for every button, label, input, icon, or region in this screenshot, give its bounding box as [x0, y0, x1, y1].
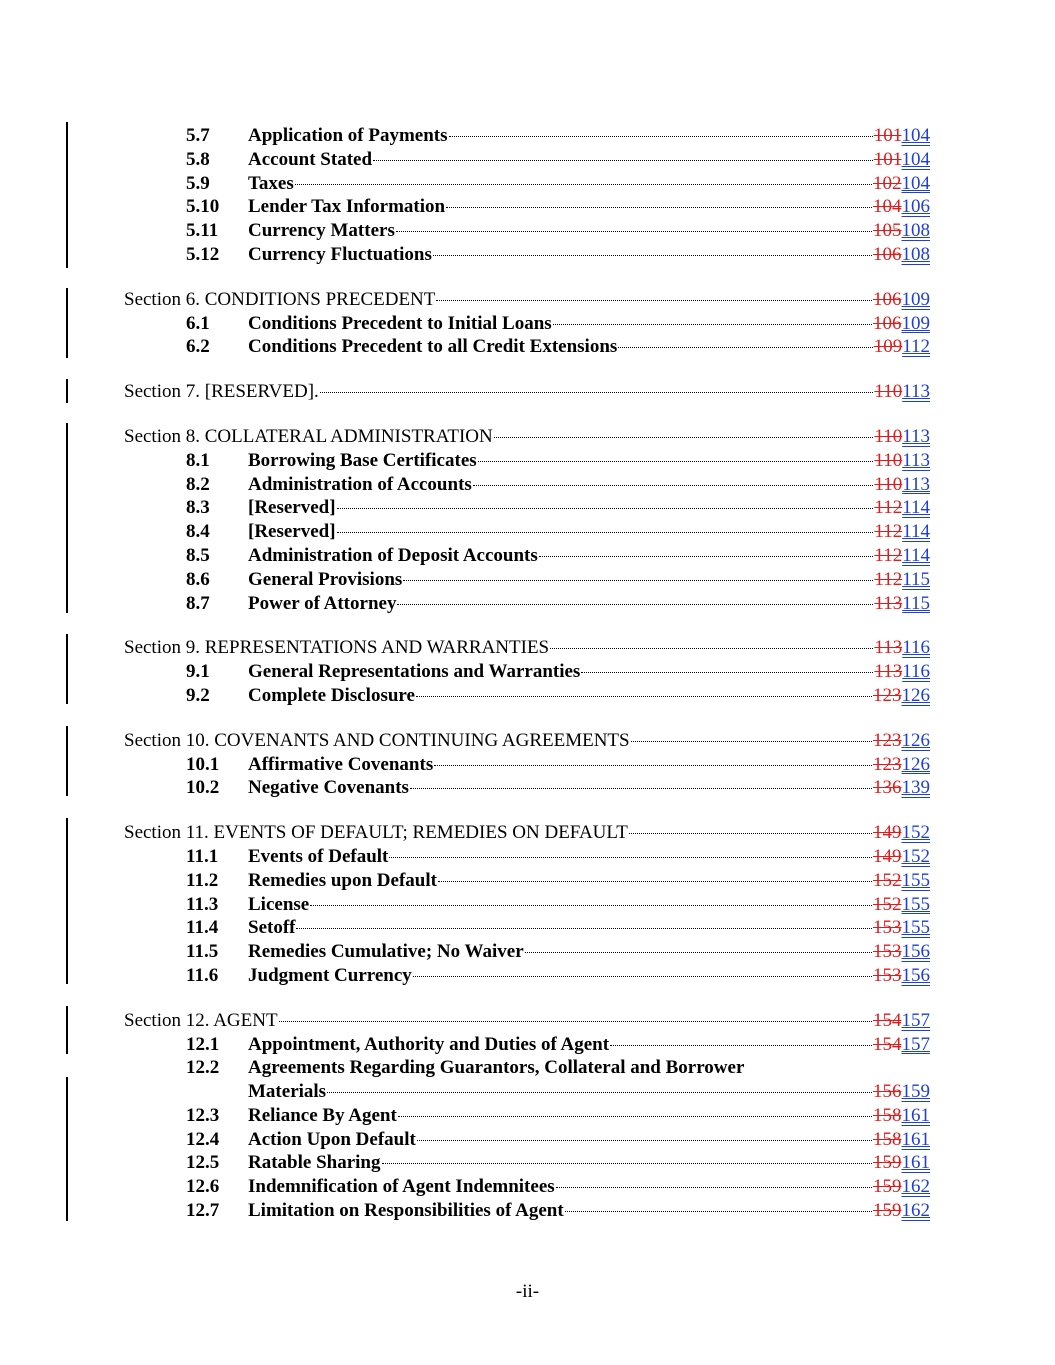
- deleted-page-number: 105: [873, 220, 902, 242]
- deleted-page-number: 113: [874, 592, 903, 614]
- toc-entry-number: 12.3: [186, 1104, 220, 1126]
- toc-entry-title-continued: Materials: [248, 1081, 327, 1103]
- toc-section[interactable]: [124, 1009, 930, 1033]
- page-refs: [874, 124, 930, 148]
- page-refs: [874, 636, 930, 660]
- toc-entry-number: 8.4: [186, 521, 210, 543]
- dot-leader: [553, 324, 872, 325]
- dot-leader: [610, 1045, 872, 1046]
- toc-entry[interactable]: [124, 1104, 930, 1128]
- toc-entry-number: 6.2: [186, 336, 210, 358]
- toc-entry[interactable]: [124, 845, 930, 869]
- toc-entry[interactable]: [124, 684, 930, 708]
- page-refs: [874, 148, 930, 172]
- inserted-page-link[interactable]: 108: [901, 220, 930, 242]
- toc-section-title: Section 12. AGENT: [124, 1009, 278, 1031]
- toc-entry-title: Application of Payments: [248, 125, 448, 146]
- inserted-page-link[interactable]: 114: [902, 497, 930, 519]
- toc-entry-title: Currency Matters: [248, 220, 395, 242]
- toc-entry-number: 5.7: [186, 125, 210, 146]
- toc-entry-title: General Representations and Warranties: [248, 661, 581, 683]
- change-bar: [66, 1006, 68, 1054]
- toc-entry[interactable]: [124, 940, 930, 964]
- dot-leader: [438, 881, 872, 882]
- dot-leader: [296, 928, 872, 929]
- page-refs: [873, 1080, 930, 1104]
- deleted-page-number: 109: [873, 336, 903, 358]
- deleted-page-number: 159: [873, 1152, 902, 1174]
- toc-entry-title: [Reserved]: [248, 497, 336, 519]
- dot-leader: [373, 160, 873, 161]
- toc-entry-title: Power of Attorney: [248, 592, 397, 614]
- inserted-page-link[interactable]: 161: [901, 1104, 930, 1126]
- toc-entry[interactable]: [124, 449, 930, 473]
- dot-leader: [396, 231, 872, 232]
- inserted-page-link[interactable]: 113: [902, 425, 930, 447]
- dot-leader: [434, 765, 872, 766]
- toc-entry[interactable]: [124, 473, 930, 497]
- inserted-page-link[interactable]: 126: [901, 684, 930, 706]
- inserted-page-link[interactable]: 157: [901, 1009, 930, 1031]
- page-refs: [873, 821, 930, 845]
- inserted-page-link[interactable]: 162: [901, 1200, 930, 1222]
- toc-entry[interactable]: [124, 592, 930, 616]
- deleted-page-number: 153: [873, 964, 902, 986]
- dot-leader: [413, 976, 872, 977]
- toc-section[interactable]: [124, 636, 930, 660]
- toc-entry[interactable]: [124, 916, 930, 940]
- deleted-page-number: 101: [873, 148, 902, 170]
- toc-entry-title: Borrowing Base Certificates: [248, 449, 477, 471]
- deleted-page-number: 153: [873, 917, 902, 939]
- inserted-page-link[interactable]: 162: [901, 1176, 930, 1198]
- toc-entry-title: Judgment Currency: [248, 964, 412, 986]
- page-refs: [873, 1175, 930, 1199]
- deleted-page-number: 153: [873, 941, 902, 963]
- toc-entry[interactable]: [124, 1175, 930, 1199]
- page-refs: [873, 916, 930, 940]
- deleted-page-number: 112: [874, 568, 903, 590]
- deleted-page-number: 154: [873, 1033, 902, 1055]
- page-refs: [873, 243, 930, 267]
- toc-entry[interactable]: [124, 124, 930, 148]
- page-refs: [874, 568, 930, 592]
- toc-entry-title: Appointment, Authority and Duties of Agent: [248, 1033, 610, 1055]
- toc-entry-title: Conditions Precedent to Initial Loans: [248, 312, 552, 334]
- toc-entry-number: 11.1: [186, 845, 219, 867]
- toc-entry-title: Negative Covenants: [248, 777, 409, 799]
- inserted-page-link[interactable]: 152: [901, 822, 930, 844]
- toc-section[interactable]: [124, 821, 930, 845]
- toc-entry-number: 5.8: [186, 148, 210, 170]
- toc-section[interactable]: [124, 380, 930, 404]
- page-refs: [874, 335, 930, 359]
- toc-entry[interactable]: [124, 148, 930, 172]
- deleted-page-number: 113: [874, 637, 903, 659]
- dot-leader: [433, 255, 872, 256]
- deleted-page-number: 101: [873, 125, 902, 146]
- toc-entry-title: Limitation on Responsibilities of Agent: [248, 1200, 564, 1222]
- dot-leader: [327, 1092, 872, 1093]
- inserted-page-link[interactable]: 113: [902, 449, 930, 471]
- page-refs: [873, 845, 930, 869]
- toc-entry-number: 12.6: [186, 1176, 220, 1198]
- inserted-page-link[interactable]: 113: [902, 473, 930, 495]
- dot-leader: [478, 461, 874, 462]
- toc-entry-number: 8.1: [186, 449, 210, 471]
- deleted-page-number: 159: [873, 1200, 902, 1222]
- toc-entry[interactable]: [124, 172, 930, 196]
- inserted-page-link[interactable]: 109: [901, 288, 930, 310]
- toc-entry-title: Complete Disclosure: [248, 684, 415, 706]
- dot-leader: [410, 788, 872, 789]
- inserted-page-link[interactable]: 155: [901, 893, 930, 915]
- deleted-page-number: 158: [873, 1104, 902, 1126]
- dot-leader: [525, 952, 872, 953]
- inserted-page-link[interactable]: 113: [902, 381, 930, 403]
- dot-leader: [403, 580, 873, 581]
- toc-entry-title: Action Upon Default: [248, 1128, 416, 1150]
- toc-entry-title: Agreements Regarding Guarantors, Collateral and Borrower: [248, 1057, 745, 1079]
- inserted-page-link[interactable]: 155: [901, 917, 930, 939]
- dot-leader: [550, 648, 873, 649]
- change-bar: [66, 1077, 68, 1221]
- table-of-contents: [124, 124, 930, 1223]
- dot-leader: [631, 741, 872, 742]
- toc-entry[interactable]: [124, 496, 930, 520]
- page-refs: [873, 684, 930, 708]
- toc-entry-title: Administration of Accounts: [248, 473, 472, 495]
- toc-entry-title: Administration of Deposit Accounts: [248, 544, 538, 566]
- inserted-page-link[interactable]: 139: [901, 777, 930, 799]
- deleted-page-number: 159: [873, 1176, 902, 1198]
- inserted-page-link[interactable]: 114: [902, 521, 930, 543]
- dot-leader: [398, 1116, 872, 1117]
- toc-section-title: Section 8. COLLATERAL ADMINISTRATION: [124, 425, 493, 447]
- toc-entry-number: 8.3: [186, 497, 210, 519]
- toc-entry-number: 11.4: [186, 917, 219, 939]
- page-refs: [873, 753, 930, 777]
- toc-entry-number: 8.6: [186, 568, 210, 590]
- page-refs: [873, 776, 930, 800]
- page-refs: [873, 1199, 930, 1223]
- deleted-page-number: 123: [873, 729, 902, 751]
- dot-leader: [337, 532, 874, 533]
- deleted-page-number: 136: [873, 777, 902, 799]
- dot-leader: [494, 437, 874, 438]
- toc-entry-title: Events of Default: [248, 845, 389, 867]
- toc-entry-number: 10.1: [186, 753, 220, 775]
- dot-leader: [320, 392, 874, 393]
- toc-entry[interactable]: [124, 660, 930, 684]
- deleted-page-number: 154: [873, 1009, 902, 1031]
- page-refs: [873, 1033, 930, 1057]
- page-refs: [873, 893, 930, 917]
- page-refs: [873, 869, 930, 893]
- toc-entry-number: 11.6: [186, 964, 219, 986]
- inserted-page-link[interactable]: 156: [901, 964, 930, 986]
- deleted-page-number: 106: [873, 288, 902, 310]
- toc-entry[interactable]: [124, 1199, 930, 1223]
- dot-leader: [565, 1211, 872, 1212]
- inserted-page-link[interactable]: 104: [901, 172, 930, 194]
- inserted-page-link[interactable]: 116: [902, 637, 930, 659]
- toc-entry-number: 5.12: [186, 243, 220, 265]
- toc-entry[interactable]: [124, 869, 930, 893]
- toc-entry-title: Currency Fluctuations: [248, 243, 432, 265]
- toc-entry[interactable]: [124, 1033, 930, 1057]
- toc-entry-number: 11.3: [186, 893, 219, 915]
- dot-leader: [416, 696, 872, 697]
- change-bar: [66, 634, 68, 704]
- toc-entry[interactable]: [124, 568, 930, 592]
- inserted-page-link[interactable]: 157: [901, 1033, 930, 1055]
- dot-leader: [446, 207, 872, 208]
- toc-entry-number: 8.7: [186, 592, 210, 614]
- toc-entry-title: Setoff: [248, 917, 296, 939]
- toc-entry-number: 10.2: [186, 777, 220, 799]
- dot-leader: [629, 833, 872, 834]
- inserted-page-link[interactable]: 104: [901, 125, 930, 146]
- toc-entry-title: General Provisions: [248, 568, 403, 590]
- deleted-page-number: 102: [873, 172, 902, 194]
- toc-entry-title: Ratable Sharing: [248, 1152, 381, 1174]
- inserted-page-link[interactable]: 126: [901, 753, 930, 775]
- toc-entry-number: 8.2: [186, 473, 210, 495]
- inserted-page-link[interactable]: 112: [902, 336, 930, 358]
- dot-leader: [556, 1187, 872, 1188]
- toc-entry[interactable]: [124, 776, 930, 800]
- change-bar: [66, 122, 68, 268]
- toc-entry-number: 12.1: [186, 1033, 220, 1055]
- dot-leader: [618, 347, 872, 348]
- toc-entry-number: 5.9: [186, 172, 210, 194]
- inserted-page-link[interactable]: 116: [902, 661, 930, 683]
- deleted-page-number: 123: [873, 753, 902, 775]
- inserted-page-link[interactable]: 126: [901, 729, 930, 751]
- inserted-page-link[interactable]: 161: [901, 1128, 930, 1150]
- inserted-page-link[interactable]: 115: [902, 568, 930, 590]
- toc-entry-number: 9.1: [186, 661, 210, 683]
- toc-entry[interactable]: [124, 243, 930, 267]
- change-bar: [66, 423, 68, 613]
- toc-entry[interactable]: [124, 964, 930, 988]
- toc-entry[interactable]: [124, 1151, 930, 1175]
- deleted-page-number: 156: [873, 1081, 902, 1103]
- deleted-page-number: 112: [874, 521, 903, 543]
- toc-section[interactable]: [124, 425, 930, 449]
- deleted-page-number: 104: [873, 196, 902, 218]
- toc-entry[interactable]: [124, 195, 930, 219]
- deleted-page-number: 110: [874, 381, 903, 403]
- toc-entry-title: Account Stated: [248, 148, 373, 170]
- inserted-page-link[interactable]: 161: [901, 1152, 930, 1174]
- toc-entry-number: 8.5: [186, 544, 210, 566]
- deleted-page-number: 110: [874, 425, 903, 447]
- deleted-page-number: 158: [873, 1128, 902, 1150]
- toc-entry-number: 12.4: [186, 1128, 220, 1150]
- page-refs: [873, 195, 930, 219]
- dot-leader: [397, 604, 873, 605]
- toc-section-title: Section 10. COVENANTS AND CONTINUING AGREEMENTS: [124, 729, 630, 751]
- dot-leader: [436, 300, 872, 301]
- deleted-page-number: 110: [874, 449, 903, 471]
- toc-entry-continuation[interactable]: [124, 1080, 930, 1104]
- toc-entry[interactable]: [124, 1128, 930, 1152]
- inserted-page-link[interactable]: 156: [901, 941, 930, 963]
- toc-entry-number: 12.7: [186, 1200, 220, 1222]
- page-refs: [874, 660, 930, 684]
- page-refs: [874, 425, 930, 449]
- page-refs: [874, 520, 930, 544]
- page-refs: [873, 312, 930, 336]
- page-refs: [873, 964, 930, 988]
- dot-leader: [581, 672, 873, 673]
- change-bar: [66, 379, 68, 403]
- inserted-page-link[interactable]: 104: [901, 148, 930, 170]
- toc-entry-title: Remedies Cumulative; No Waiver: [248, 941, 524, 963]
- deleted-page-number: 106: [873, 312, 902, 334]
- toc-entry-title: Indemnification of Agent Indemnitees: [248, 1176, 555, 1198]
- toc-entry-title: Reliance By Agent: [248, 1104, 397, 1126]
- deleted-page-number: 112: [874, 544, 903, 566]
- toc-section-title: Section 9. REPRESENTATIONS AND WARRANTIES: [124, 637, 550, 659]
- toc-entry-title: License: [248, 893, 310, 915]
- page-refs: [873, 172, 930, 196]
- inserted-page-link[interactable]: 114: [902, 544, 930, 566]
- toc-entry[interactable]: [124, 520, 930, 544]
- dot-leader: [389, 857, 872, 858]
- page-refs: [873, 1104, 930, 1128]
- dot-leader: [449, 136, 873, 137]
- toc-section[interactable]: [124, 288, 930, 312]
- deleted-page-number: 152: [873, 893, 902, 915]
- page-number: -ii-: [515, 1281, 540, 1302]
- page-refs: [873, 288, 930, 312]
- inserted-page-link[interactable]: 155: [901, 869, 930, 891]
- toc-entry-number: 12.5: [186, 1152, 220, 1174]
- page-refs: [874, 496, 930, 520]
- dot-leader: [279, 1021, 872, 1022]
- toc-entry[interactable]: [124, 1056, 930, 1080]
- inserted-page-link[interactable]: 106: [901, 196, 930, 218]
- toc-entry-title: Conditions Precedent to all Credit Extensions: [248, 336, 618, 358]
- page-refs: [873, 219, 930, 243]
- page-refs: [873, 940, 930, 964]
- page-refs: [873, 729, 930, 753]
- toc-entry[interactable]: [124, 335, 930, 359]
- toc-entry[interactable]: [124, 893, 930, 917]
- deleted-page-number: 149: [873, 822, 902, 844]
- page-refs: [873, 1128, 930, 1152]
- deleted-page-number: 112: [874, 497, 903, 519]
- toc-entry-title: Remedies upon Default: [248, 869, 437, 891]
- toc-entry-title: Taxes: [248, 172, 294, 194]
- page-refs: [873, 1009, 930, 1033]
- dot-leader: [473, 485, 874, 486]
- toc-entry[interactable]: [124, 544, 930, 568]
- page-refs: [874, 449, 930, 473]
- toc-section-title: Section 11. EVENTS OF DEFAULT; REMEDIES ON DEFAULT: [124, 822, 628, 844]
- dot-leader: [337, 508, 874, 509]
- deleted-page-number: 152: [873, 869, 902, 891]
- toc-entry-number: 11.5: [186, 941, 219, 963]
- toc-entry-title: Affirmative Covenants: [248, 753, 434, 775]
- dot-leader: [310, 905, 872, 906]
- inserted-page-link[interactable]: 115: [902, 592, 930, 614]
- toc-entry-title: Lender Tax Information: [248, 196, 446, 218]
- toc-section[interactable]: [124, 729, 930, 753]
- deleted-page-number: 123: [873, 684, 902, 706]
- deleted-page-number: 113: [874, 661, 903, 683]
- toc-entry-title: [Reserved]: [248, 521, 336, 543]
- inserted-page-link[interactable]: 159: [901, 1081, 930, 1103]
- page-refs: [874, 473, 930, 497]
- page-refs: [874, 592, 930, 616]
- toc-entry-number: 6.1: [186, 312, 210, 334]
- inserted-page-link[interactable]: 152: [901, 845, 930, 867]
- toc-entry[interactable]: [124, 219, 930, 243]
- dot-leader: [417, 1140, 872, 1141]
- deleted-page-number: 106: [873, 243, 902, 265]
- toc-section-title: Section 6. CONDITIONS PRECEDENT: [124, 288, 436, 310]
- toc-section-title: Section 7. [RESERVED].: [124, 381, 319, 403]
- deleted-page-number: 110: [874, 473, 903, 495]
- toc-entry[interactable]: [124, 312, 930, 336]
- toc-entry-number: 11.2: [186, 869, 219, 891]
- toc-entry-number: 5.11: [186, 220, 219, 242]
- dot-leader: [382, 1163, 873, 1164]
- page-refs: [873, 1151, 930, 1175]
- change-bar: [66, 818, 68, 984]
- toc-entry-number: 9.2: [186, 684, 210, 706]
- dot-leader: [295, 184, 872, 185]
- toc-entry-number: 5.10: [186, 196, 220, 218]
- page-refs: [874, 544, 930, 568]
- dot-leader: [539, 556, 874, 557]
- page-refs: [874, 380, 930, 404]
- change-bar: [66, 726, 68, 796]
- toc-entry-number: 12.2: [186, 1057, 220, 1079]
- inserted-page-link[interactable]: 108: [901, 243, 930, 265]
- deleted-page-number: 149: [873, 845, 902, 867]
- toc-entry[interactable]: [124, 753, 930, 777]
- change-bar: [66, 288, 68, 358]
- inserted-page-link[interactable]: 109: [901, 312, 930, 334]
